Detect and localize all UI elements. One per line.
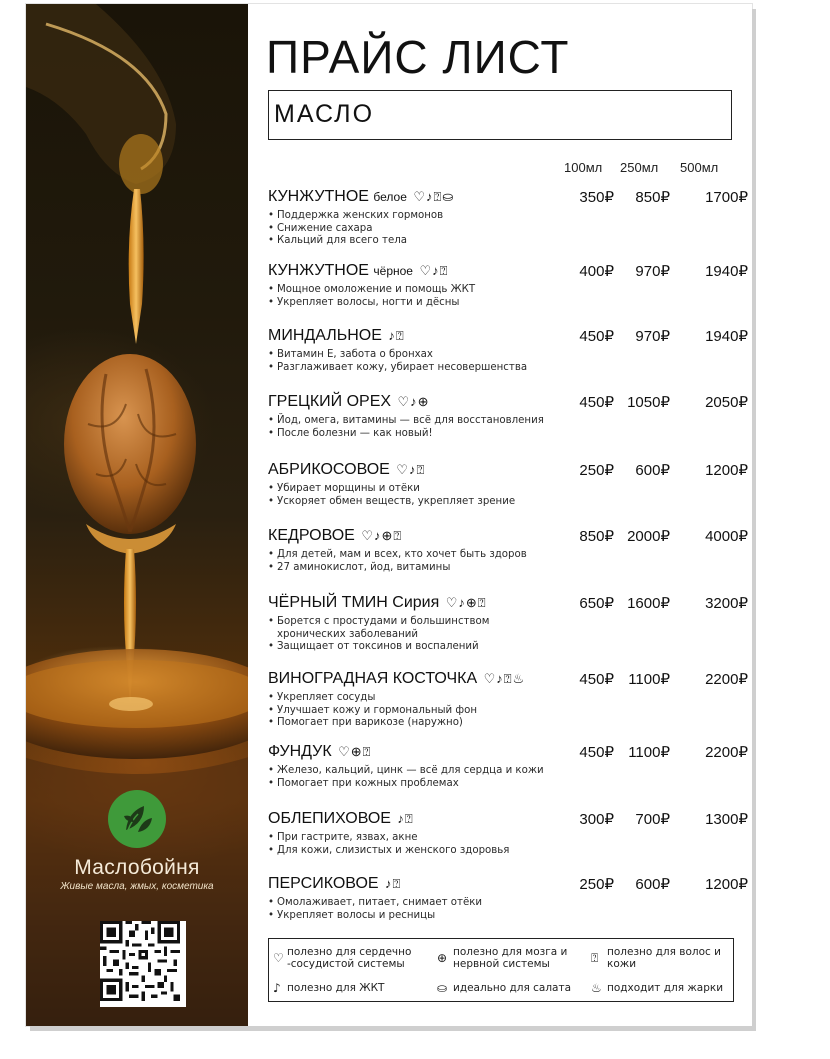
legend-heart-text: полезно для сердечно -сосудистой системы bbox=[287, 946, 412, 970]
price-250ml: 1600₽ bbox=[627, 595, 670, 612]
benefit-icons: ♡♪⊕ bbox=[397, 394, 430, 409]
heart-icon: ♡ bbox=[273, 951, 284, 965]
benefit-item: • Мощное омоложение и помощь ЖКТ bbox=[268, 284, 738, 297]
oil-item bbox=[268, 393, 748, 440]
price-500ml: 1940₽ bbox=[705, 328, 748, 345]
benefit-icons: ♡♪⍰ bbox=[419, 263, 449, 278]
price-100ml: 450₽ bbox=[579, 671, 614, 688]
oil-name-text: ВИНОГРАДНАЯ КОСТОЧКА bbox=[268, 670, 478, 687]
price-250ml: 700₽ bbox=[635, 811, 670, 828]
benefit-item: • Кальций для всего тела bbox=[268, 235, 738, 248]
volume-header-500: 500мл bbox=[680, 160, 719, 175]
price-250ml: 850₽ bbox=[635, 189, 670, 206]
price-100ml: 450₽ bbox=[579, 744, 614, 761]
price-500ml: 1200₽ bbox=[705, 462, 748, 479]
price-500ml: 1940₽ bbox=[705, 263, 748, 280]
price-100ml: 350₽ bbox=[579, 189, 614, 206]
leaf-logo-icon bbox=[108, 790, 166, 848]
oil-photo bbox=[26, 4, 248, 1026]
benefit-list bbox=[268, 483, 738, 508]
oil-name-text: ГРЕЦКИЙ ОРЕХ bbox=[268, 393, 392, 410]
benefit-item: • Укрепляет волосы и ресницы bbox=[268, 910, 738, 923]
benefit-item: • Помогает при варикозе (наружно) bbox=[268, 717, 738, 730]
price-250ml: 2000₽ bbox=[627, 528, 670, 545]
benefit-item: • При гастрите, язвах, акне bbox=[268, 832, 738, 845]
volume-header-100: 100мл bbox=[564, 160, 603, 175]
benefit-item: • Улучшает кожу и гормональный фон bbox=[268, 705, 738, 718]
price-250ml: 1050₽ bbox=[627, 394, 670, 411]
price-row bbox=[268, 327, 748, 347]
page-title: ПРАЙС ЛИСТ bbox=[266, 31, 570, 83]
oil-name-text: КУНЖУТНОЕ bbox=[268, 262, 369, 279]
price-100ml: 250₽ bbox=[579, 876, 614, 893]
price-row bbox=[268, 875, 748, 895]
benefit-list bbox=[268, 692, 738, 730]
benefit-icons: ♪⍰ bbox=[397, 811, 414, 826]
price-row bbox=[268, 670, 748, 690]
price-250ml: 1100₽ bbox=[628, 671, 670, 688]
price-100ml: 250₽ bbox=[579, 462, 614, 479]
brand-logo bbox=[26, 790, 248, 892]
benefit-icons: ♡♪⍰ bbox=[396, 462, 426, 477]
flame-icon: ♨ bbox=[591, 981, 602, 995]
benefit-item: • Снижение сахара bbox=[268, 223, 738, 236]
price-row bbox=[268, 527, 748, 547]
oil-name-text: ОБЛЕПИХОВОЕ bbox=[268, 810, 391, 827]
legend-brain-text: полезно для мозга и нервной системы bbox=[453, 946, 568, 970]
legend-salad-text: идеально для салата bbox=[453, 982, 572, 994]
benefit-item: • После болезни — как новый! bbox=[268, 428, 738, 441]
benefit-item: • Йод, омега, витамины — всё для восстановления bbox=[268, 415, 738, 428]
price-500ml: 2200₽ bbox=[705, 744, 748, 761]
benefit-item: • Убирает морщины и отёки bbox=[268, 483, 738, 496]
benefit-item: • Укрепляет волосы, ногти и дёсны bbox=[268, 297, 738, 310]
price-row bbox=[268, 262, 748, 282]
benefit-list bbox=[268, 284, 738, 309]
price-100ml: 300₽ bbox=[579, 811, 614, 828]
benefit-item: • Помогает при кожных проблемах bbox=[268, 778, 738, 791]
oil-name-text: ФУНДУК bbox=[268, 743, 332, 760]
price-100ml: 450₽ bbox=[579, 328, 614, 345]
benefit-list bbox=[268, 765, 738, 790]
benefit-list bbox=[268, 349, 738, 374]
benefit-list bbox=[268, 832, 738, 857]
price-500ml: 2050₽ bbox=[705, 394, 748, 411]
oil-item bbox=[268, 327, 748, 374]
legend-box bbox=[268, 938, 734, 1002]
benefit-item: • Омолаживает, питает, снимает отёки bbox=[268, 897, 738, 910]
benefit-icons: ♪⍰ bbox=[388, 328, 405, 343]
salad-icon: ⛀ bbox=[437, 981, 448, 995]
price-250ml: 600₽ bbox=[635, 462, 670, 479]
legend-hair-text: полезно для волос и кожи bbox=[607, 946, 721, 970]
benefit-item: • Защищает от токсинов и воспалений bbox=[268, 641, 504, 654]
price-500ml: 1300₽ bbox=[705, 811, 748, 828]
price-250ml: 970₽ bbox=[635, 328, 670, 345]
benefit-list bbox=[268, 616, 504, 654]
benefit-icons: ♡⊕⍰ bbox=[338, 744, 372, 759]
benefit-item: • Для детей, мам и всех, кто хочет быть здоров bbox=[268, 549, 738, 562]
price-content bbox=[266, 4, 748, 1026]
benefit-item: • Для кожи, слизистых и женского здоровья bbox=[268, 845, 738, 858]
price-list-sheet bbox=[26, 4, 752, 1026]
price-100ml: 400₽ bbox=[579, 263, 614, 280]
price-row bbox=[268, 461, 748, 481]
benefit-list bbox=[268, 897, 738, 922]
oil-item bbox=[268, 875, 748, 922]
volume-header-250: 250мл bbox=[620, 160, 659, 175]
oil-item bbox=[268, 461, 748, 508]
benefit-item: • Поддержка женских гормонов bbox=[268, 210, 738, 223]
price-row bbox=[268, 810, 748, 830]
oil-variant: чёрное bbox=[373, 264, 413, 278]
price-100ml: 650₽ bbox=[579, 595, 614, 612]
benefit-item: • Разглаживает кожу, убирает несовершенства bbox=[268, 362, 738, 375]
qr-code[interactable] bbox=[100, 921, 186, 1007]
benefit-item: • Железо, кальций, цинк — всё для сердца и кожи bbox=[268, 765, 738, 778]
legend-flame-text: подходит для жарки bbox=[607, 982, 724, 994]
price-250ml: 970₽ bbox=[635, 263, 670, 280]
oil-name-text: ПЕРСИКОВОЕ bbox=[268, 875, 379, 892]
price-100ml: 450₽ bbox=[579, 394, 614, 411]
benefit-item: • Борется с простудами и большинством хронических заболеваний bbox=[268, 616, 504, 641]
price-500ml: 3200₽ bbox=[705, 595, 748, 612]
benefit-icons: ♡♪⍰⛀ bbox=[413, 189, 455, 204]
benefit-item: • Ускоряет обмен веществ, укрепляет зрение bbox=[268, 496, 738, 509]
price-250ml: 600₽ bbox=[635, 876, 670, 893]
benefit-item: • Укрепляет сосуды bbox=[268, 692, 738, 705]
price-row bbox=[268, 393, 748, 413]
oil-name-text: ЧЁРНЫЙ ТМИН Сирия bbox=[268, 594, 440, 611]
section-title: МАСЛО bbox=[274, 100, 375, 128]
hair-skin-icon: ⍰ bbox=[591, 951, 599, 965]
brain-icon: ⊕ bbox=[437, 951, 448, 965]
oil-item bbox=[268, 810, 748, 857]
benefit-item: • 27 аминокислот, йод, витамины bbox=[268, 562, 738, 575]
oil-name-text: МИНДАЛЬНОЕ bbox=[268, 327, 382, 344]
benefit-icons: ♡♪⊕⍰ bbox=[361, 528, 403, 543]
stomach-icon: ♪ bbox=[273, 981, 281, 995]
benefit-icons: ♡♪⊕⍰ bbox=[445, 595, 487, 610]
oil-item bbox=[268, 743, 748, 790]
price-row bbox=[268, 594, 748, 614]
oil-name-text: КУНЖУТНОЕ bbox=[268, 188, 369, 205]
oil-item bbox=[268, 594, 748, 654]
oil-item bbox=[268, 188, 748, 248]
oil-item bbox=[268, 527, 748, 574]
price-500ml: 1700₽ bbox=[705, 189, 748, 206]
benefit-list bbox=[268, 210, 738, 248]
legend-stomach-text: полезно для ЖКТ bbox=[287, 982, 385, 994]
price-250ml: 1100₽ bbox=[628, 744, 670, 761]
benefit-icons: ♪⍰ bbox=[385, 876, 402, 891]
oil-item bbox=[268, 670, 748, 730]
price-500ml: 2200₽ bbox=[705, 671, 748, 688]
oil-item bbox=[268, 262, 748, 309]
benefit-list bbox=[268, 415, 738, 440]
brand-tagline: Живые масла, жмых, косметика bbox=[60, 881, 214, 892]
oil-name-text: КЕДРОВОЕ bbox=[268, 527, 355, 544]
benefit-item: • Витамин Е, забота о бронхах bbox=[268, 349, 738, 362]
oil-name-text: АБРИКОСОВОЕ bbox=[268, 461, 390, 478]
price-100ml: 850₽ bbox=[579, 528, 614, 545]
price-row bbox=[268, 743, 748, 763]
benefit-list bbox=[268, 549, 738, 574]
price-500ml: 1200₽ bbox=[705, 876, 748, 893]
price-500ml: 4000₽ bbox=[705, 528, 748, 545]
brand-name: Маслобойня bbox=[74, 856, 200, 879]
oil-variant: белое bbox=[373, 190, 407, 204]
price-row bbox=[268, 188, 748, 208]
benefit-icons: ♡♪⍰♨ bbox=[483, 671, 526, 686]
